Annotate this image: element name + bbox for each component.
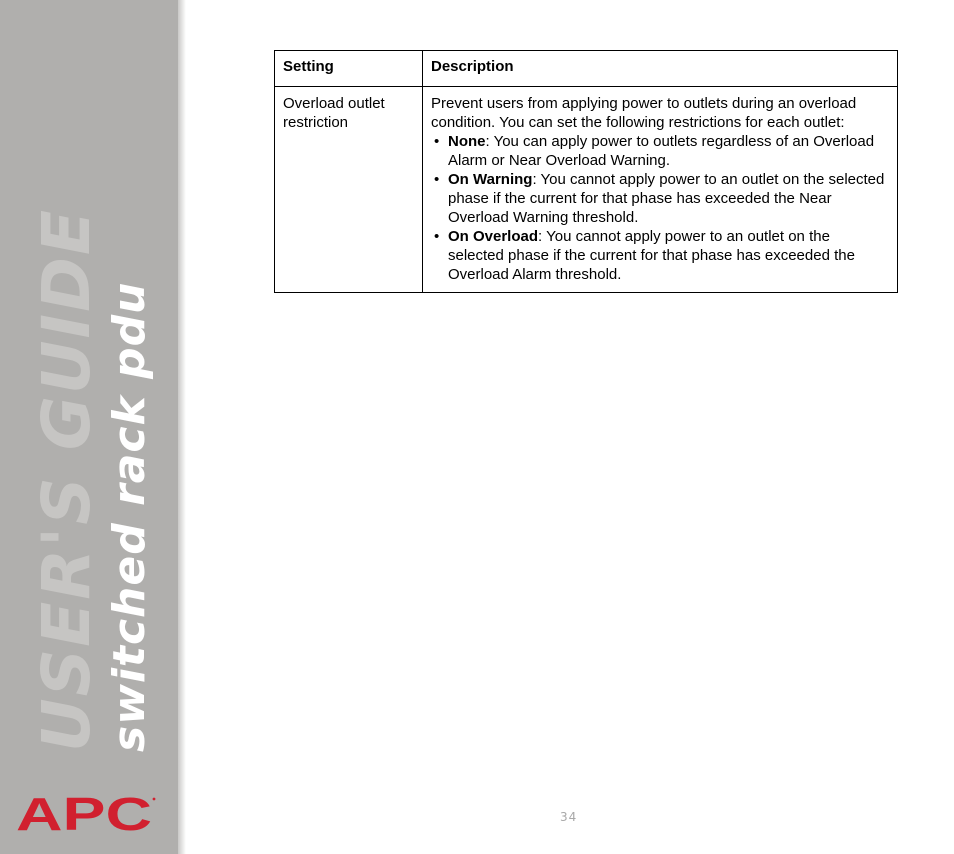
apc-logo bbox=[16, 794, 156, 834]
option-on-overload bbox=[431, 227, 889, 284]
option-text: : You cannot apply power to an outlet on the selected phase if the current for that phase has exceeded the Near Overload Warning threshold. bbox=[448, 171, 885, 226]
option-text: : You can apply power to outlets regardless of an Overload Alarm or Near Overload Warning. bbox=[448, 133, 875, 169]
sidebar-shadow bbox=[178, 0, 186, 854]
option-on-warning bbox=[431, 170, 889, 227]
option-term: On Overload bbox=[448, 228, 539, 245]
option-term: None bbox=[448, 133, 486, 150]
option-none bbox=[431, 132, 889, 170]
bullet-icon: • bbox=[434, 171, 440, 188]
option-term: On Warning bbox=[448, 171, 533, 188]
page-number: 34 bbox=[560, 810, 578, 824]
bullet-icon: • bbox=[434, 228, 440, 245]
setting-cell: Overload outlet restriction bbox=[275, 87, 423, 293]
guide-title: USER'S GUIDE bbox=[28, 208, 105, 752]
table-header-row bbox=[275, 51, 898, 87]
description-cell bbox=[423, 87, 898, 293]
bullet-icon: • bbox=[434, 133, 440, 150]
description-intro: Prevent users from applying power to outlets during an overload condition. You can set the following restrictions for each outlet: bbox=[431, 95, 857, 131]
header-setting: Setting bbox=[275, 51, 423, 87]
header-description: Description bbox=[423, 51, 898, 87]
option-text: : You cannot apply power to an outlet on the selected phase if the current for that phase has exceeded the Overload Alarm threshold. bbox=[448, 228, 855, 283]
guide-subtitle: switched rack pdu bbox=[104, 281, 155, 752]
restriction-options bbox=[431, 132, 889, 284]
svg-text:APC: APC bbox=[16, 794, 152, 834]
settings-table bbox=[274, 50, 898, 293]
table-row bbox=[275, 87, 898, 293]
